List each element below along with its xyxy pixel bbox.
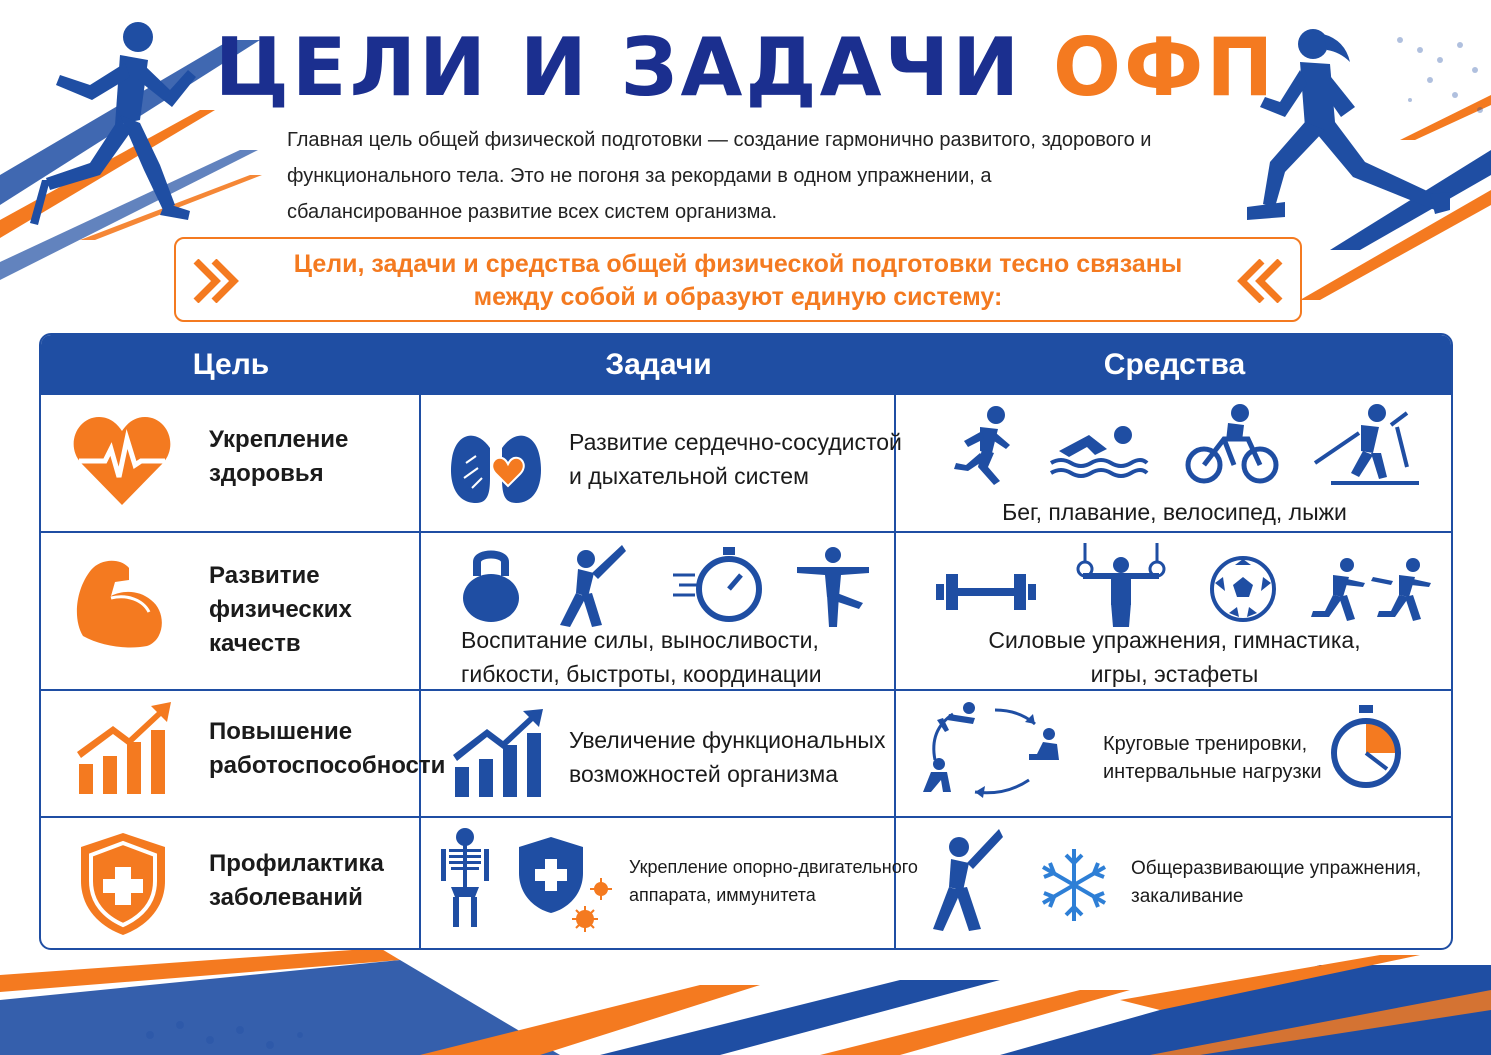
- task-text: Воспитание силы, выносливости, гибкости, быстроты, координации: [461, 627, 822, 687]
- page-title: [0, 18, 1491, 118]
- table-header: [41, 335, 1451, 395]
- shield-cross-icon: [77, 831, 169, 937]
- goal-text: Повышение работоспособности: [209, 718, 446, 779]
- relay-runners-icon: [1303, 557, 1438, 627]
- virus-icon: [571, 875, 617, 937]
- skeleton-icon: [435, 827, 495, 927]
- intro-text: Главная цель общей физической подготовки — создание гармонично развитого, здорового и функционального тела. Это не погоня за рекордами в одном упражнении, а сбалансированное развитие всех систем организма.: [287, 129, 1152, 223]
- task-text: Укрепление опорно-двигательного аппарата, иммунитета: [629, 857, 918, 905]
- header-tasks: Задачи: [605, 348, 712, 381]
- system-banner: [174, 237, 1302, 322]
- lungs-heart-icon: [446, 408, 546, 508]
- swimming-icon: [1049, 423, 1149, 479]
- row-divider: [41, 531, 1451, 533]
- means-text: Силовые упражнения, гимнастика, игры, эстафеты: [988, 627, 1361, 687]
- growth-chart-icon: [73, 702, 173, 796]
- goals-table: [39, 333, 1453, 950]
- heart-pulse-icon: [73, 415, 171, 507]
- task-text: Развитие сердечно-сосудистой и дыхательной систем: [569, 429, 902, 489]
- banner-line-2: между собой и образуют единую систему:: [473, 283, 1003, 311]
- goal-text: Профилактика заболеваний: [209, 850, 384, 911]
- snowflake-icon: [1036, 847, 1112, 923]
- flexed-arm-icon: [71, 550, 171, 650]
- growth-chart-icon: [449, 709, 545, 799]
- dumbbell-icon: [934, 570, 1038, 614]
- balance-pose-icon: [793, 547, 873, 627]
- header-goal: Цель: [192, 348, 270, 381]
- running-icon: [946, 405, 1018, 485]
- header-means: Средства: [1103, 348, 1246, 381]
- gymnastics-rings-icon: [1073, 543, 1169, 627]
- goal-text: Укрепление здоровья: [209, 426, 349, 487]
- stopwatch-icon: [669, 545, 765, 625]
- stopwatch-icon: [1325, 703, 1407, 793]
- stretching-icon: [929, 827, 1003, 931]
- title-main: ЦЕЛИ И ЗАДАЧИ: [214, 21, 1023, 114]
- goal-text: Развитие физических качеств: [209, 562, 352, 657]
- column-divider: [419, 335, 421, 948]
- banner-text: [256, 248, 1220, 314]
- cycling-icon: [1184, 403, 1280, 487]
- means-text: Бег, плавание, велосипед, лыжи: [1002, 499, 1347, 525]
- kettlebell-icon: [461, 548, 521, 622]
- row-divider: [41, 816, 1451, 818]
- soccer-ball-icon: [1209, 555, 1277, 623]
- chevron-left-icon: [1234, 259, 1284, 303]
- stretching-icon: [556, 543, 626, 627]
- means-text: Круговые тренировки, интервальные нагрузки: [1103, 733, 1322, 783]
- chevron-right-icon: [192, 259, 242, 303]
- banner-line-1: Цели, задачи и средства общей физической подготовки тесно связаны: [293, 250, 1183, 278]
- circuit-training-icon: [919, 700, 1069, 800]
- task-text: Увеличение функциональных возможностей организма: [569, 727, 886, 787]
- means-text: Общеразвивающие упражнения, закаливание: [1131, 858, 1422, 907]
- skiing-icon: [1311, 403, 1421, 491]
- title-accent: ОФП: [1053, 21, 1277, 114]
